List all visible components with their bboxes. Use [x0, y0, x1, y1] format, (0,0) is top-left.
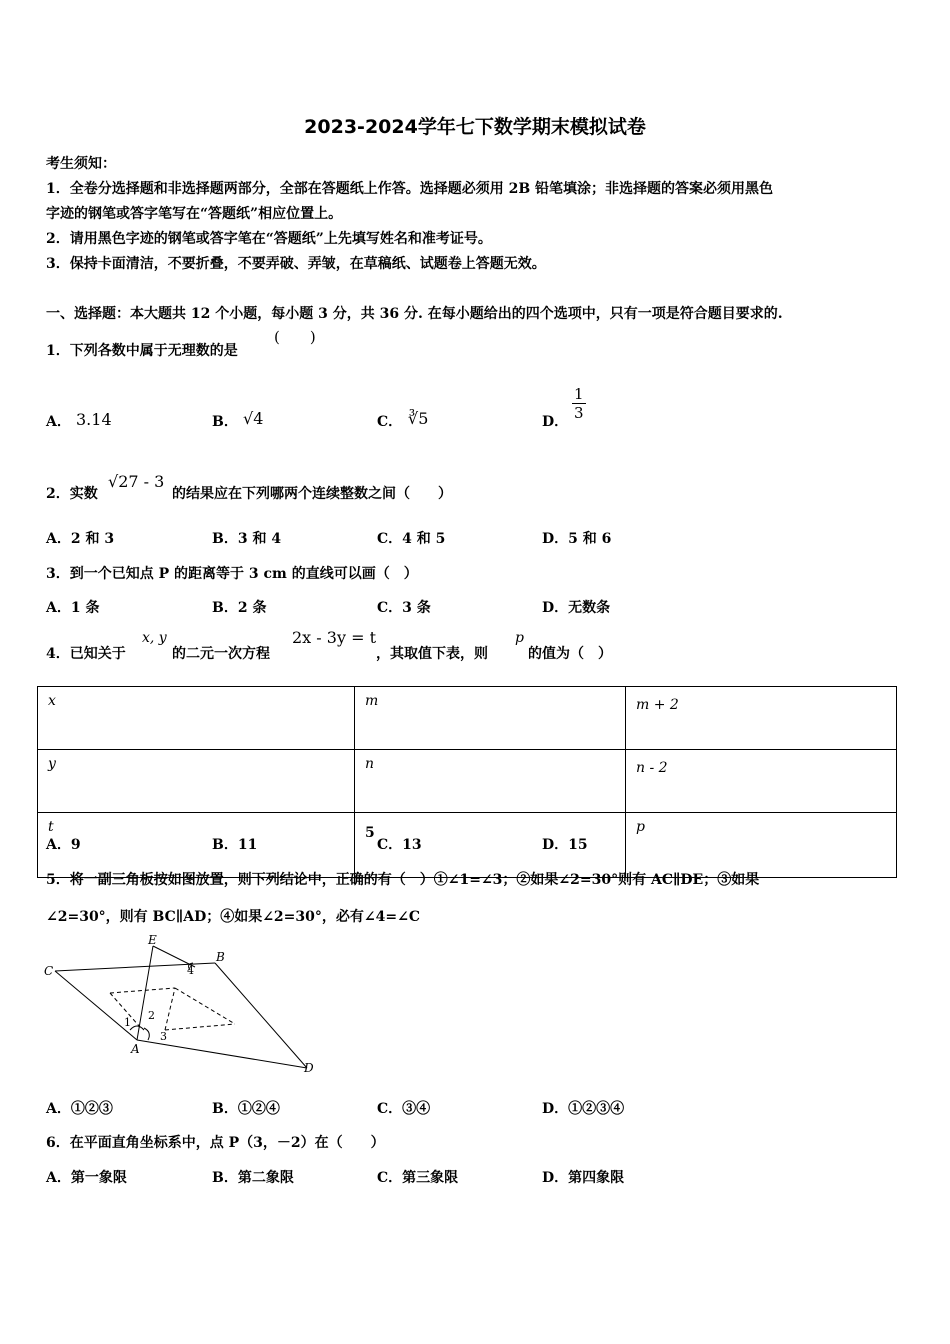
q5-option-d: D．①②③④ [542, 1101, 625, 1117]
q4-vars: x, y [142, 630, 167, 646]
q2-option-a: A．2 和 3 [46, 531, 115, 547]
q3-stem: 3．到一个已知点 P 的距离等于 3 cm 的直线可以画（ ） [46, 566, 418, 582]
q2-expression: √27 - 3 [108, 472, 165, 491]
q4-option-b: B．11 [212, 837, 258, 853]
line-ca [55, 971, 137, 1040]
fraction-denominator: 3 [574, 404, 584, 422]
q4-p: p [515, 630, 524, 646]
q1-option-c-value: ∛5 [408, 409, 429, 428]
notice-heading: 考生须知： [46, 156, 116, 172]
angle-label-4: 4 [187, 964, 194, 977]
dashed-inner [165, 988, 175, 1030]
table-row [38, 750, 897, 813]
notice-line-1b: 字迹的钢笔或答字笔写在“答题纸”相应位置上。 [46, 206, 343, 222]
angle-arc-1 [130, 1026, 144, 1030]
table-cell: m + 2 [626, 687, 897, 750]
q4-stem-c: ，其取值下表，则 [376, 646, 488, 662]
fraction-numerator: 1 [574, 385, 584, 403]
label-c: C [44, 964, 54, 978]
q1-option-a-value: 3.14 [76, 410, 112, 429]
q2-option-b: B．3 和 4 [212, 531, 282, 547]
q3-option-b: B．2 条 [212, 600, 267, 616]
table-cell: m [355, 687, 626, 750]
table-row [38, 813, 897, 878]
q6-stem: 6．在平面直角坐标系中，点 P（3，－2）在（ ） [46, 1135, 385, 1151]
dashed-right [175, 988, 235, 1024]
q2-option-c: C．4 和 5 [377, 531, 446, 547]
table-row [38, 687, 897, 750]
q4-value-table [37, 686, 897, 878]
notice-line-1a: 1．全卷分选择题和非选择题两部分，全部在答题纸上作答。选择题必须用 2B 铅笔填涂；非选择题的答案必须用黑色 [46, 181, 774, 197]
page-title: 2023-2024学年七下数学期末模拟试卷 [304, 116, 646, 138]
table-cell: n - 2 [626, 750, 897, 813]
q4-option-c: C．13 [377, 837, 422, 853]
line-bd [215, 963, 307, 1068]
label-d: D [304, 1061, 314, 1075]
label-b: B [216, 950, 225, 964]
label-a: A [131, 1042, 140, 1056]
dashed-top [110, 988, 175, 993]
q6-option-b: B．第二象限 [212, 1170, 294, 1186]
label-e: E [148, 933, 157, 947]
q2-stem-a: 2．实数 [46, 486, 98, 502]
q3-option-d: D．无数条 [542, 600, 611, 616]
q3-option-c: C．3 条 [377, 600, 431, 616]
q4-stem-d: 的值为（ ） [528, 646, 612, 662]
q1-option-b-label: B． [212, 414, 238, 430]
q1-option-d-fraction [572, 385, 586, 422]
table-cell: 5 [355, 813, 626, 878]
q2-stem-b: 的结果应在下列哪两个连续整数之间（ ） [172, 486, 452, 502]
q3-option-a: A．1 条 [46, 600, 100, 616]
q5-stem-line-1: 5．将一副三角板按如图放置，则下列结论中，正确的有（ ）①∠1=∠3；②如果∠2=30°则有 AC∥DE；③如果 [46, 872, 760, 888]
q1-option-a-label: A． [46, 414, 71, 430]
q5-option-a: A．①②③ [46, 1101, 113, 1117]
q6-option-a: A．第一象限 [46, 1170, 127, 1186]
notice-line-2: 2．请用黑色字迹的钢笔或答字笔在“答题纸”上先填写姓名和准考证号。 [46, 231, 492, 247]
dashed-bottom [165, 1024, 235, 1030]
line-ad [137, 1040, 307, 1068]
q1-option-d-label: D． [542, 414, 569, 430]
angle-label-2: 2 [148, 1009, 155, 1022]
table-cell: p [626, 813, 897, 878]
q6-option-c: C．第三象限 [377, 1170, 459, 1186]
q4-equation: 2x - 3y = t [292, 628, 377, 647]
q6-option-d: D．第四象限 [542, 1170, 625, 1186]
q2-option-d: D．5 和 6 [542, 531, 612, 547]
angle-label-1: 1 [124, 1016, 131, 1029]
q4-option-a: A．9 [46, 837, 81, 853]
q1-option-c-label: C． [377, 414, 403, 430]
table-cell: t [38, 813, 355, 878]
q4-stem-a: 4．已知关于 [46, 646, 126, 662]
q1-paren: ( ) [274, 328, 316, 346]
q4-stem-b: 的二元一次方程 [172, 646, 270, 662]
q5-stem-line-2: ∠2=30°，则有 BC∥AD；④如果∠2=30°，必有∠4=∠C [46, 909, 420, 925]
q1-stem: 1．下列各数中属于无理数的是 [46, 343, 238, 359]
table-cell: x [38, 687, 355, 750]
table-cell: y [38, 750, 355, 813]
q5-option-c: C．③④ [377, 1101, 431, 1117]
q5-option-b: B．①②④ [212, 1101, 280, 1117]
table-cell: n [355, 750, 626, 813]
q5-triangle-figure [40, 930, 330, 1080]
q4-option-d: D．15 [542, 837, 588, 853]
q1-option-b-value: √4 [243, 409, 264, 428]
angle-arc-3 [144, 1028, 149, 1040]
angle-label-3: 3 [160, 1030, 167, 1043]
section-heading: 一、选择题：本大题共 12 个小题，每小题 3 分，共 36 分. 在每小题给出的四个选项中，只有一项是符合题目要求的. [46, 306, 783, 322]
notice-line-3: 3．保持卡面清洁，不要折叠，不要弄破、弄皱，在草稿纸、试题卷上答题无效。 [46, 256, 546, 272]
